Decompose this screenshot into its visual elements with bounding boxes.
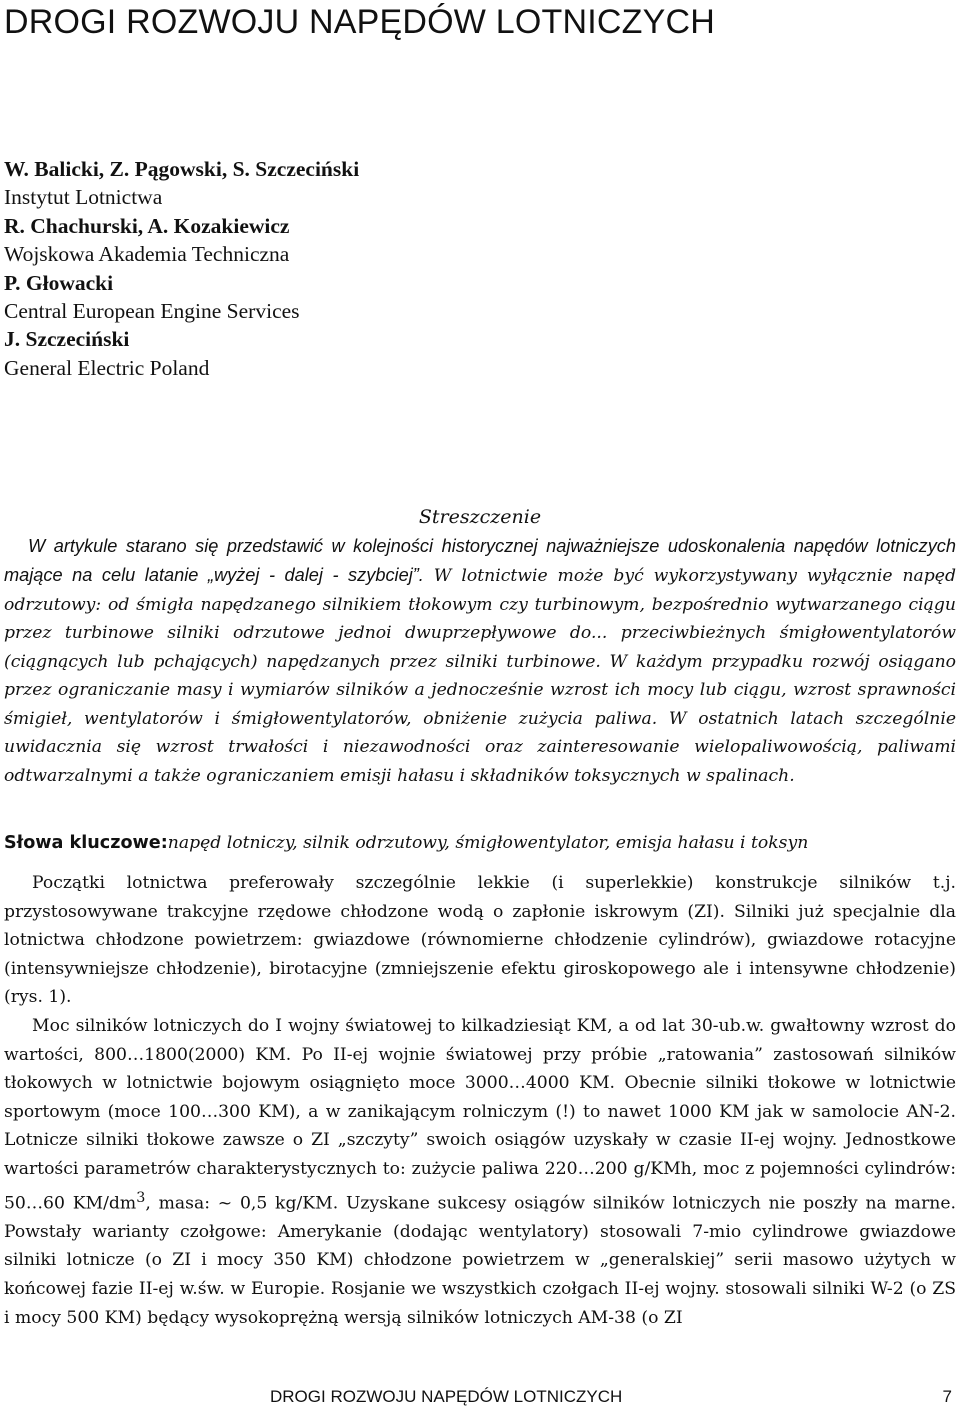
author-affiliation: Instytut Lotnictwa <box>4 185 163 210</box>
author-affiliation: Central European Engine Services <box>4 299 300 324</box>
abstract-text-lead: W artykule starano się przedstawić w kolejności historycznej najważniejsze udoskonalenia napędów lotniczych mające na celu latanie „wyżej - dalej - szybciej”. <box>4 535 956 585</box>
abstract-section <box>4 503 956 790</box>
body-paragraph-part: , masa: ~ 0,5 kg/KM. Uzyskane sukcesy osiągów silników lotniczych nie poszły na marne. Powstały warianty czołgowe: Amerykanie (dodając wentylatory) stosowali 7-mio cylindrowe gwiazdowe silniki lotnicze (o ZI i mocy 350 KM) chłodzone powietrzem w „generalskiej” serii masowo użytych w końcowej fazie II-ej w.św. w Europie. Rosjanie we wszystkich czołgach II-ej wojny. stosowali silniki W-2 (o ZS i mocy 500 KM) będący wysokoprężną wersją silników lotniczych AM-38 (o ZI <box>4 1193 956 1328</box>
author-affiliation: Wojskowa Akademia Techniczna <box>4 242 290 267</box>
author-affiliation: General Electric Poland <box>4 355 210 380</box>
author-names: R. Chachurski, A. Kozakiewicz <box>4 213 290 238</box>
running-title: DROGI ROZWOJU NAPĘDÓW LOTNICZYCH <box>270 1387 623 1406</box>
keywords-line <box>4 829 956 857</box>
author-names: P. Głowacki <box>4 270 114 295</box>
keywords-label: Słowa kluczowe: <box>4 833 168 853</box>
body-paragraph <box>4 1012 956 1332</box>
keywords-list: napęd lotniczy, silnik odrzutowy, śmigłowentylator, emisja hałasu i toksyn <box>167 833 809 853</box>
body-text <box>4 869 956 1332</box>
body-paragraph-part: Moc silników lotniczych do I wojny światowej to kilkadziesiąt KM, a od lat 30-ub.w. gwałtowny wzrost do wartości, 800…1800(2000) KM. Po II-ej wojnie światowej przy próbie „ratowania” zastosowań silników tłokowych w lotnictwie bojowym osiągnięto moce 3000…4000 KM. Obecnie silniki tłokowe w lotnictwie sportowym (moce 100…300 KM), a w zanikającym rolniczym (!) to nawet 1000 KM jak w samolocie AN-2. Lotnicze silniki tłokowe zawsze o ZI „szczyty” swoich osiągów uzyskały w czasie II-ej wojny. Jednostkowe wartości parametrów charakterystycznych to: zużycie paliwa 220…200 g/KMh, moc z pojemności cylindrów: 50…60 KM/dm <box>4 1015 956 1214</box>
author-block <box>4 155 604 382</box>
superscript: 3 <box>136 1189 146 1206</box>
body-paragraph: Początki lotnictwa preferowały szczególnie lekkie (i superlekkie) konstrukcje silników t.j. przystosowywane trakcyjne rzędowe chłodzone wodą o zapłonie iskrowym (ZI). Silniki już specjalnie dla lotnictwa chłodzone powietrzem: gwiazdowe (równomierne chłodzenie cylindrów), gwiazdowe rotacyjne (intensywniejsze chłodzenie), birotacyjne (zmniejszenie efektu giroskopowego ale i intensywne chłodzenie) (rys. 1). <box>4 873 956 1008</box>
abstract-heading: Streszczenie <box>418 506 542 528</box>
abstract-text <box>4 532 956 791</box>
page-title: DROGI ROZWOJU NAPĘDÓW LOTNICZYCH <box>4 3 715 41</box>
author-names: W. Balicki, Z. Pągowski, S. Szczeciński <box>4 157 360 181</box>
author-names: J. Szczeciński <box>4 327 130 352</box>
page-number: 7 <box>942 1387 952 1406</box>
page-footer <box>0 1384 960 1410</box>
abstract-text-body: W lotnictwie może być wykorzystywany wyłącznie napęd odrzutowy: od śmigła napędzanego silnikiem tłokowym czy turbinowym, bezpośrednio wytwarzanego ciągu przez turbinowe silniki odrzutowe jednoi dwuprzepływowe do... przeciwbieżnych śmigłowentylatorów (ciągnących lub pchających) napędzanych przez silniki turbinowe. W każdym przypadku rozwój osiągano przez ograniczanie masy i wymiarów silników a jednocześnie wzrost ich mocy lub ciągu, wzrost sprawności śmigieł, wentylatorów i śmigłowentylatorów, obniżenie zużycia paliwa. W ostatnich latach szczególnie uwidacznia się wzrost trwałości i niezawodności oraz zainteresowanie wielopaliwowością, paliwami odtwarzalnymi a także ograniczaniem emisji hałasu i składników toksycznych w spalinach. <box>4 566 956 786</box>
